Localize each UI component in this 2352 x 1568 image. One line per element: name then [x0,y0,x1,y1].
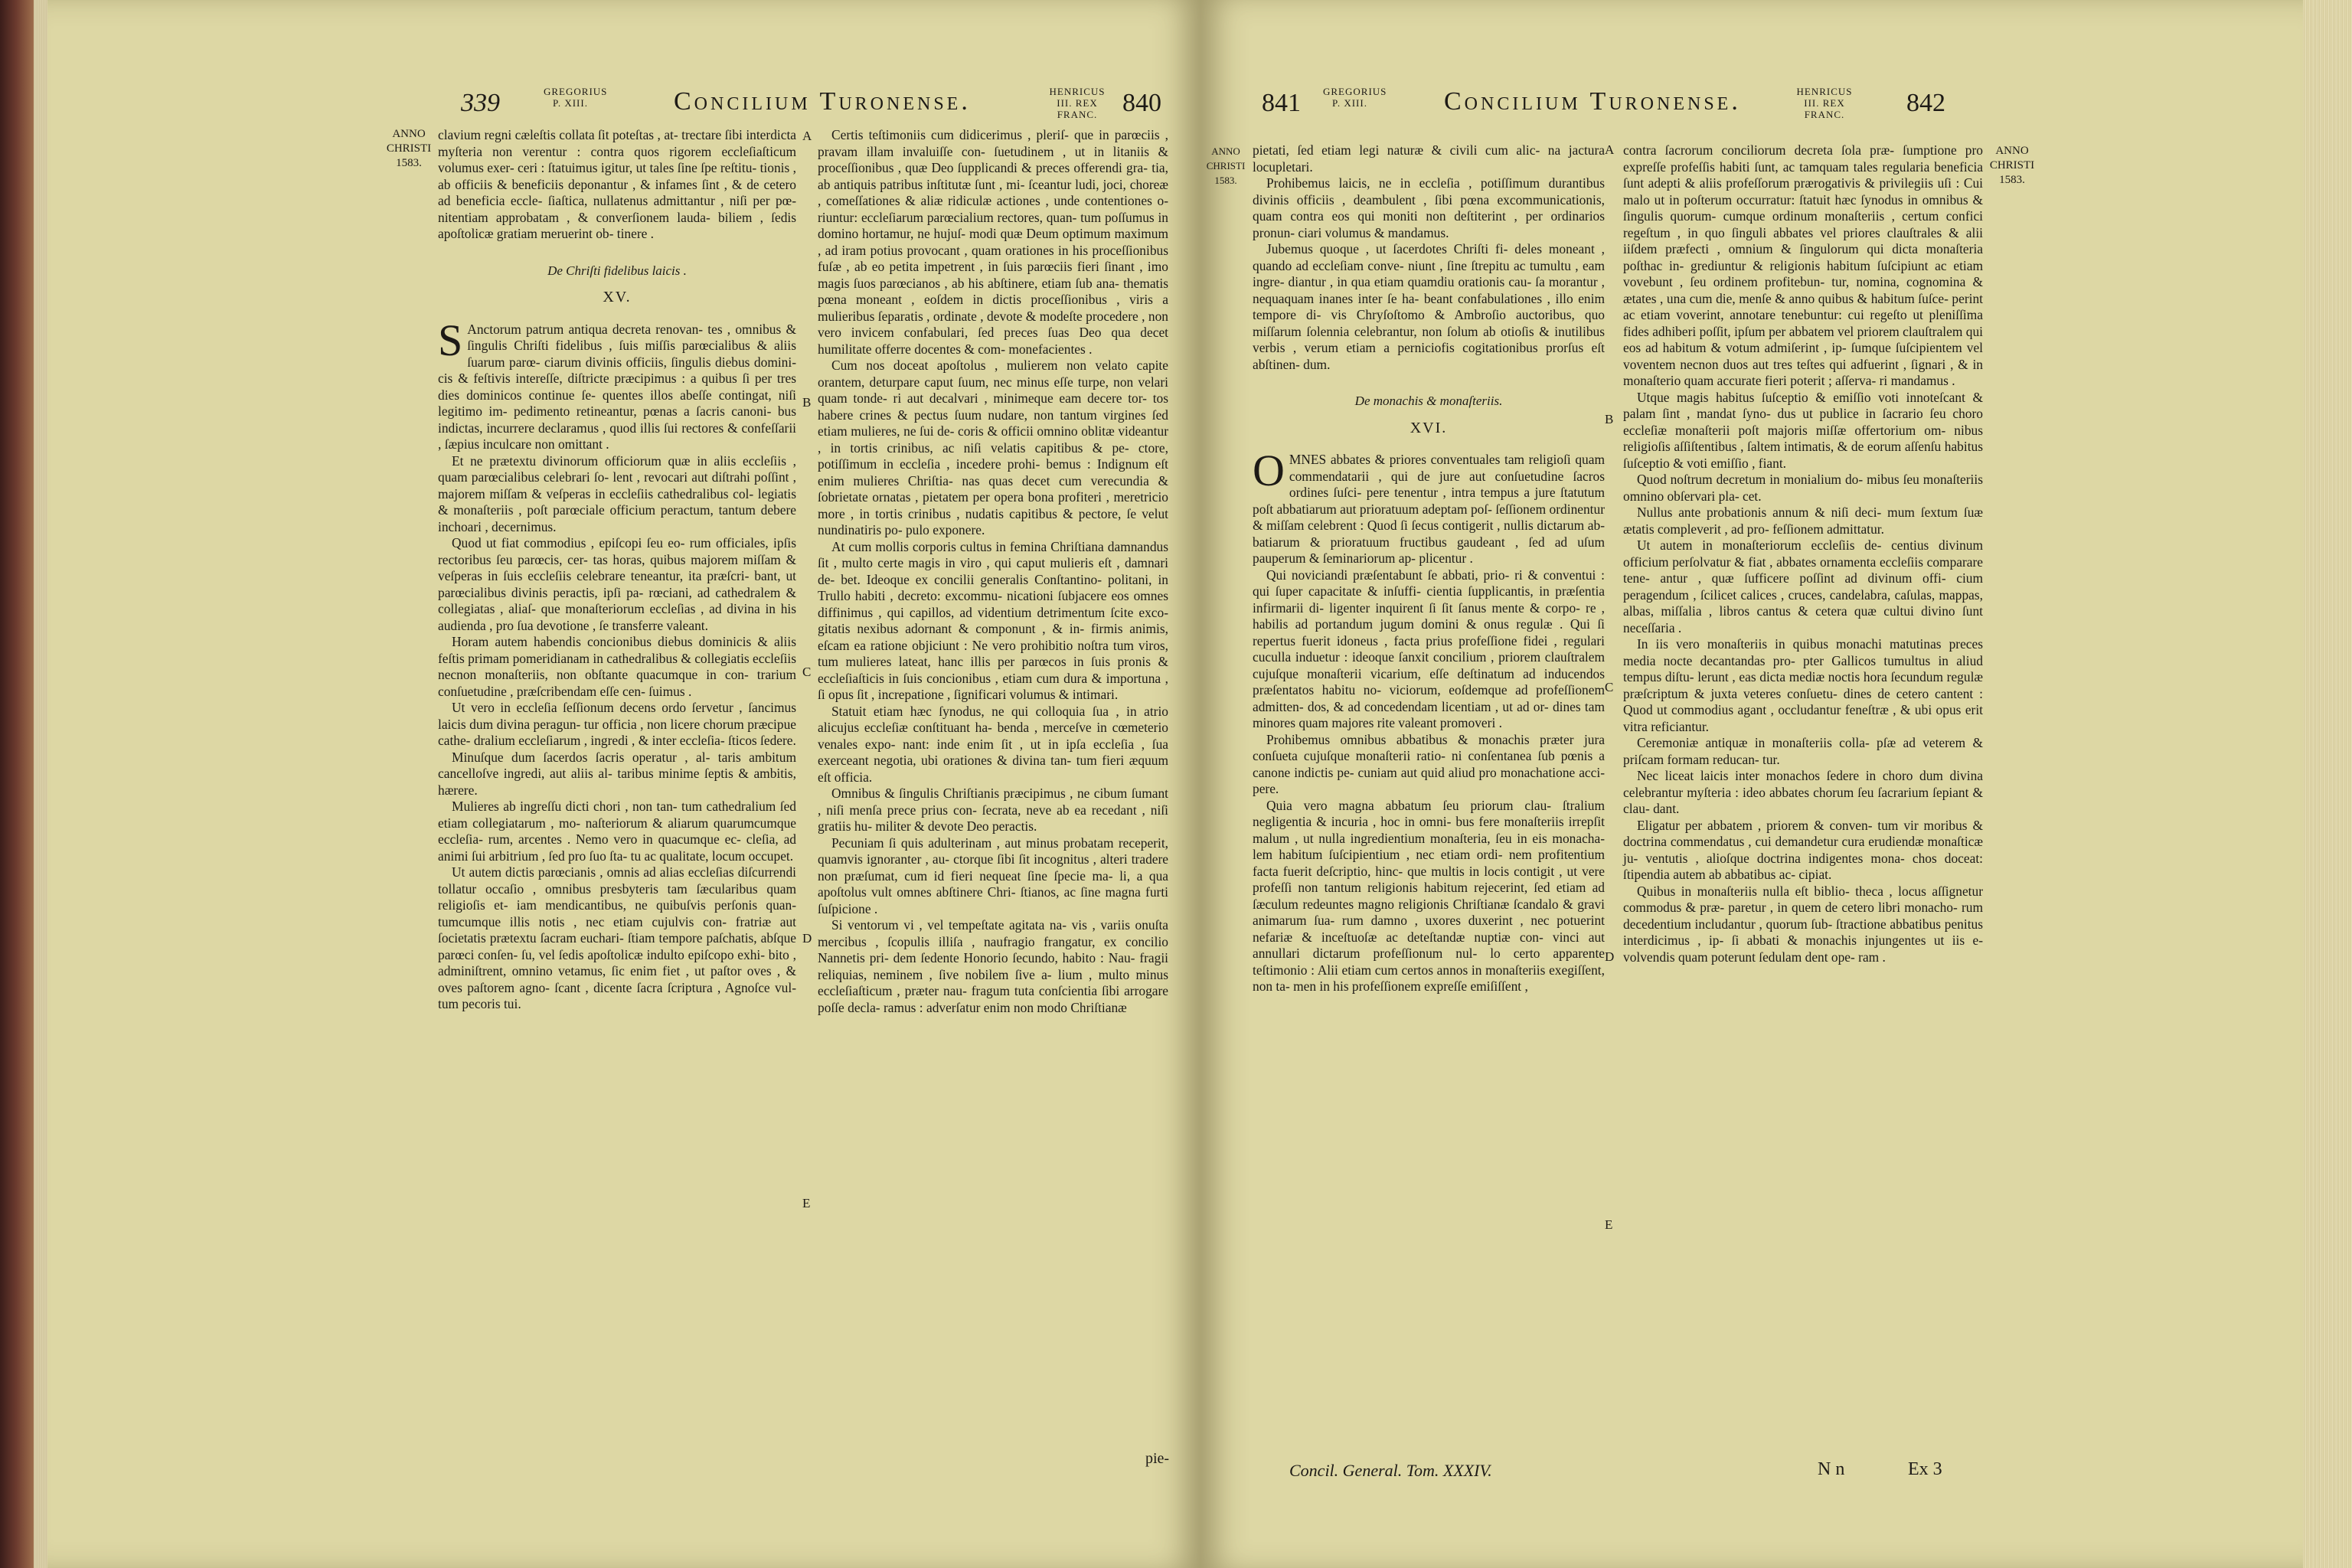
paragraph: Ut vero in eccleſia ſeſſionum decens ordo ſervetur , ſancimus laicis dum divina peragun- tur officia , non licere chorum præcipue cathe- dralium eccleſiarum , ingredi , & inter eccleſia- ſticos ſedere. [438,700,796,748]
page-number-840: 840 [1122,89,1161,117]
section-title-xv: De Chriſti fidelibus laicis . [547,263,687,278]
drop-cap-o: O [1253,446,1285,495]
margin-year-note-right: ANNO CHRISTI 1583. [1989,145,2035,186]
paragraph: Certis teſtimoniis cum didicerimus , pleriſ- que in parœciis , pravam illam invaluiſſe con- ſuetudinem , ut in litaniis & proceſſionibus , quæ Deo ſupplicandi & preces offerendi gra- tia, ab antiquis patribus inſtitutæ ſunt , mi- ſceantur ludi, joci, choreæ , comeſſationes & aliæ ridiculæ actiones , unde contentiones o- riuntur: eccleſiarum parœcialium rectores, quan- tum poſſumus in domino hortamur, ne hujuſ- modi quæ Deum optimum maximum , ad iram potius provocant , quam orationes in his proceſſionibus fuſæ , ab eo petita impetrent , in ſuis parœciis fieri ſinant , imo magis ſuos parœcianos , ab his abſtinere, etiam ſub ana- thematis pœna moneant , eoſdem in dictis proceſſionibus , viris a mulieribus ſeparatis , ordinate , devote & modeſte procedere , non vero invicem confabulari, ſed preces ſuas Deo qua decet humilitate offerre docentes & com- monefacientes . [818,127,1168,357]
margin-year-note-left: ANNO CHRISTI 1583. [1206,145,1246,186]
paragraph-text: MNES abbates & priores conventuales tam religioſi quam commendatarii , qui de jure aut conſuetudine ſacros ordines ſuſci- pere tenentur , intra tempus a jure ſtatutum poſt abbatiarum aut prioratuum adeptam poſ- ſeſſionem ordinentur & miſſam celebrent : Quod ſi ſecus contigerit , nullis dictarum ab- batiarum & prioratuum fructibus gaudeant , ſed ad uſum pauperum & ſeminariorum ap- plicentur . [1253,452,1605,566]
paragraph: Prohibemus laicis, ne in eccleſia , potiſſimum durantibus divinis officiis , deambulent , ſibi pœna excommunicationis, quam contra eos qui moniti non deſtiterint , per ordinarios pronun- ciari volumus & mandamus. [1253,175,1605,240]
right-page-header [1200,83,2303,129]
catchword: Ex 3 [1908,1459,1942,1479]
paragraph: Quod ut fiat commodius , epiſcopi ſeu eo- rum officiales, ipſis rectoribus ſeu parœcis, cer- tas horas, quibus majorem miſſam & veſperas in ſuis eccleſiis celebrare teneantur, ita præſcri- bant, ut parœcialibus divinis peractis, ipſi pa- rœciani, ad cathedralem & collegiatas , aliaſ- que monaſteriorum eccleſias , ad divina in his audienda , pro ſua devotione , ſe transferre valeant. [438,535,796,633]
paragraph: Et ne prætextu divinorum officiorum quæ in aliis eccleſiis , quam parœcialibus celebrari ſo- lent , revocari aut diſtrahi poſſint , majorem miſſam & veſperas in eccleſiis cathedralibus col- legiatis & monaſteriis , poſt parœciale officium peractum, tantum debere inchoari , decernimus. [438,452,796,534]
header-henricus: HENRICUS III. REX FRANC. [1049,86,1106,120]
paragraph [1253,446,1605,567]
page-number-842: 842 [1906,89,1945,117]
paragraph: Si ventorum vi , vel tempeſtate agitata na- vis , variis onuſta mercibus , ſcopulis illiſa , naufragio frangatur, ex concilio Nannetis pri- dem ſedente Honorio ſecundo, habito : Nau- fragii reliquias, neminem , ſive nobilem ſive a- lium , multo minus eccleſiaſticum , præter nau- fragum tuta conſcientia ſibi arrogare poſſe decla- ramus : adverſatur enim non modo Chriſtianæ [818,917,1168,1015]
running-title: Concilium Turonense. [1444,87,1741,116]
signature-mark: N n [1818,1459,1845,1479]
right-page-column-1 [1253,142,1605,995]
paragraph: Quia vero magna abbatum ſeu priorum clau- ſtralium negligentia & incuria , hoc in omni- bus fere monaſteriis irrepſit malum , ut nulla ingredientium monaſteria, ſeu in eis monacha- lem habitum ſuſcipientium , nec etiam ordi- nem profitentium facta fuerit deſcriptio, hinc- que multis in locis contigit , ut vere profeſſi non tantum religionis habitum rejecerint, ſed etiam ad ſæculum redeuntes magno religionis Chriſtianæ ſcandalo & gravi animarum ſua- rum damno , uxores duxerint , nec potuerint nefariæ & inceſtuoſæ ac deteſtandæ nuptiæ con- vinci aut annullari dictarum profeſſionum nul- lo certo apparente teſtimonio : Alii etiam cum certos annos in monaſteriis exegiſſent, non ta- men in his profeſſionem expreſſe emiſiſſent , [1253,797,1605,994]
margin-letter-b: B [1605,412,1614,426]
right-page-column-2 [1623,142,1983,965]
header-henricus: HENRICUS III. REX FRANC. [1796,86,1853,120]
section-title-xvi: De monachis & monaſteriis. [1354,394,1503,408]
margin-letter-e: E [802,1196,811,1210]
paragraph: Qui noviciandi præſentabunt ſe abbati, prio- ri & conventui : qui ſuper capacitate & inſuffi- cientia ſupplicantis, in præſentia infirmarii di- ligenter inquirent ſi ſit ſanus mente & corpo- re , habilis ad portandum jugum domini & onus regulæ . Qui ſi repertus fuerit idoneus , facta prius profeſſione fidei , regulari cuculla induetur : ideoque ſanxit concilium , priorem clauſtralem cujuſque monaſterii vicarium, eſſe deſtinatum ad inducendos præſentatos habitu no- viciorum, eoſdemque ad profeſſionem admitten- dos, & ad concedendam licentiam , ut ad or- dines tam minores quam majores rite valeant promoveri . [1253,567,1605,730]
paragraph: Prohibemus omnibus abbatibus & monachis præter jura conſueta cujuſque monaſterii ratio- ni conſentanea ſub pœnis a canone indictis pe- cuniam aut quid aliud pro monachatione acci- pere. [1253,731,1605,796]
paragraph: pietati, ſed etiam legi naturæ & civili cum alic- na jactura locupletari. [1253,142,1605,175]
footer-volume-title: Concil. General. Tom. XXXIV. [1289,1461,1492,1480]
paragraph [438,315,796,453]
margin-letter-d: D [802,931,812,946]
paragraph: Nec liceat laicis inter monachos ſedere in choro dum divina celebrantur myſteria : ideo abbates chorum ſeu ſacrarium ſepiant & clau- dant. [1623,768,1983,816]
paragraph: Ut autem dictis parœcianis , omnis ad alias eccleſias diſcurrendi tollatur occaſio , omnibus presbyteris tam ſæcularibus quam religioſis et- iam mendicantibus, ne quibuſvis perſonis quan- tumcumque illis notis , nec etiam cujulvis con- fratriæ aut ſocietatis prætextu ſacram euchari- ſtiam tempore paſchatis, abſque parœci conſen- ſu, vel ſedis apoſtolicæ indulto epiſcopo exhi- bito , adminiſtrent, omnino vetamus, ſic enim fiet , ut paſtor oves , & oves paſtorem agno- ſcant , dicente ſacra ſcriptura , Agnoſce vul- tum pecoris tui. [438,864,796,1011]
paragraph: clavium regni cæleſtis collata ſit poteſtas , at- trectare ſibi interdicta myſteria non verentur : contra quos rigorem eccleſiaſticum volumus exer- ceri : ſtatuimus igitur, ut tales ſine ſpe reſtitu- tionis , ab officiis & beneficiis deponantur , & infames ſint , & de cetero ad beneficia eccle- ſiaſtica, nullatenus admittantur , niſi per pœ- nitentiam approbatam , & converſionem lauda- biliem , ſedis apoſtolicæ gratiam meruerint ob- tinere . [438,127,796,241]
paragraph-text: Anctorum patrum antiqua decreta renovan- tes , omnibus & ſingulis Chriſti fidelibus , ſuis miſſis parœcialibus & aliis ſuarum parœ- ciarum divinis officiis, ſingulis diebus domini- cis & feſtivis intereſſe, diſtricte præcipimus : a quibus ſi per tres dies dominicos continue ſe- quentes illos abeſſe contingat, niſi legitimo im- pedimento retineantur, pœnas a ſacris canoni- bus indictas, incurrere declaramus , quod illis ſui rectores & confeſſarii , ſæpius inculcare non omittant . [438,321,796,452]
left-page-column-2 [818,127,1168,1016]
page-stack-right [2303,0,2352,1568]
page-number-339: 339 [461,89,500,117]
left-page-header [47,83,1200,129]
left-page-column-1 [438,127,796,1013]
page-number-841: 841 [1262,89,1301,117]
right-page [1200,0,2303,1568]
paragraph: Horam autem habendis concionibus diebus dominicis & aliis feſtis primam pomeridianam in cathedralibus & collegiatis eccleſiis necnon monaſteriis, non obſtante quacumque in con- trarium conſuetudine , præſcribendam eſſe cen- ſuimus . [438,634,796,699]
paragraph: Minuſque dum ſacerdos ſacris operatur , al- taris ambitum cancelloſve ingredi, aut aliis al- taribus minime ſeptis & ambitis, hærere. [438,749,796,798]
paragraph: Statuit etiam hæc ſynodus, ne qui colloquia ſua , in atrio alicujus eccleſiæ conſtituant ha- benda , merceſve in cœmeterio venales expo- nant: inde enim ſit , ut in ipſa eccleſia , ſua exerceant negotia, ubi orationes & divina tan- tum fieri æquum eſt officia. [818,703,1168,785]
margin-letter-a: A [802,129,812,143]
margin-letter-c: C [802,665,812,679]
section-number-xv: XV. [603,289,632,305]
paragraph: Eligatur per abbatem , priorem & conven- tum vir moribus & doctrina commendatus , cui demandetur cura erudiendæ monaſticæ ju- ventutis , alioſque doctrina indigentes mona- chos doceat: ſtipendia autem ab abbatibus ac- cipiat. [1623,817,1983,882]
paragraph: Ceremoniæ antiquæ in monaſteriis colla- pſæ ad veterem & priſcam formam reducan- tur. [1623,735,1983,767]
left-page [47,0,1200,1568]
margin-letter-d: D [1605,949,1615,964]
paragraph: Omnibus & ſingulis Chriſtianis præcipimus , ne cibum ſumant , niſi menſa prece prius con- ſecrata, neve ab ea recedant , niſi gratiis hu- militer & devote Deo peractis. [818,786,1168,834]
paragraph: Utque magis habitus ſuſceptio & emiſſio voti innoteſcant & palam ſint , mandat ſyno- dus ut publice in ſacrario ſeu choro eccleſiæ monaſterii poſt majoris miſſæ offertorium om- nibus religioſis aſſiſtentibus , ſaltem intimatis, & de eorum aſſenſu habitus ſuſceptio & voti emiſſio , fiant. [1623,389,1983,471]
paragraph: Nullus ante probationis annum & niſi deci- mum ſextum ſuæ ætatis compleverit , ad pro- feſſionem admittatur. [1623,505,1983,537]
running-title: Concilium Turonense. [674,87,971,116]
paragraph: Quibus in monaſteriis nulla eſt biblio- theca , locus aſſignetur commodus & præ- paretur , in quem de cetero libri monacho- rum decedentium includantur , quorum ſub- ſtractione abbatibus penitus interdicimus , ip- ſi abbati & monachis injungentes ut iis e- volvendis quam poterunt ſedulam dent ope- ram . [1623,883,1983,965]
margin-letter-a: A [1605,142,1615,157]
margin-letter-e: E [1605,1217,1613,1232]
header-gregorius: GREGORIUS P. XIII. [544,86,608,109]
margin-year-note: ANNO CHRISTI 1583. [386,128,432,169]
paragraph: Cum nos doceat apoſtolus , mulierem non velato capite orantem, deturpare caput ſuum, nec minus eſſe turpe, non velari quam tonde- ri aut decalvari , minimeque eam decere tor- tos habere crines & pectus ſuum nudare, non tantum virgines ſed etiam mulieres, ne ſui de- coris & officii omnino oblitæ videantur , in tortis crinibus, ac niſi velatis capitibus & pe- ctore, potiſſimum in eccleſia , incedere prohi- bemus : Indignum eſt enim mulieres Chriſtia- nas quas decet cum verecundia & ſobrietate ornatas , pietatem per opera bona profiteri , meretricio more , in tortis crinibus , nudatis capitibus & pectore, ſe velut nundinatiris po- pulo exponere. [818,358,1168,537]
drop-cap-s: S [438,315,463,365]
paragraph: Pecuniam ſi quis adulterinam , aut minus probatam receperit, quamvis ignoranter , au- ctorque ſibi ſit incognitus , alteri tradere non præſumat, cum id fieri nequeat ſine ſpecie ma- li, a qua apoſtolus vult omnes abſtinere Chri- ſtianos, ac ſine magna furti ſuſpicione . [818,835,1168,916]
paragraph: Mulieres ab ingreſſu dicti chori , non tan- tum cathedralium ſed etiam collegiatarum , mo- naſteriorum & aliarum quarumcumque eccleſia- rum, arcentes . Nemo vero in quacumque ec- cleſia, ad animi ſui arbitrium , ſed pro ſuo ſta- tu ac qualitate, locum occupet. [438,799,796,864]
margin-letter-b: B [802,395,812,410]
paragraph: At cum mollis corporis cultus in femina Chriſtiana damnandus ſit , multo certe magis in viro , qui caput mulieris eſt , damnari de- bet. Ideoque ex concilii generalis Conſtantino- politani, in Trullo habiti , decreto: excommu- nicationi ſubjacere eos omnes diffinimus , qui capillos, ad videntium detrimentum ſcite exco- gitatis nexibus adornant & componunt , & in- firmis animis, eſcam ea ratione objiciunt : Ne vero prohibitio noſtra tum viros, tum mulieres lateat, hanc illis per parœcos in ſuis pronis & eccleſiaſticis in ſuis concionibus , etiam cum dura & importuna , ſi opus ſit , increpatione , ſignificari volumus & intimari. [818,538,1168,702]
paragraph: Ut autem in monaſteriorum eccleſiis de- centius divinum officium perſolvatur & fiat , abbates ornamenta eccleſiis comparare tene- antur , quæ ſufficere poſſint ad divinum offi- cium peragendum , ſcilicet calices , cruces, candelabra, caſulas, mappas, albas, miſſalia , libros cantus & cetera quæ cultui divino ſunt neceſſaria . [1623,537,1983,635]
catchword: pie- [1145,1450,1170,1467]
paragraph: In iis vero monaſteriis in quibus monachi matutinas preces media nocte decantandas pro- pter Gallicos tumultus in aliud tempus diſtu- lerunt , eas dicta mediæ noctis hora ſecundum regulæ præſcriptum & juxta veteres conſuetu- dines de cetero cantent : Quod ut commodius agant , occludantur feneſtræ , & ubi opus erit vitra reficiantur. [1623,636,1983,734]
paragraph: contra ſacrorum conciliorum decreta ſola præ- ſumptione pro expreſſe profeſſis habiti ſunt, ac tamquam tales regularia beneficia ſunt adepti & aliis profeſſorum prærogativis & privilegiis uſi : Cui malo ut in poſterum occurratur: ſtatuit hæc ſynodus in omnibus & ſingulis quorum- cumque ordinum monaſteriis , certum confici regeſtum , in quo ſinguli abbates vel priores clauſtrales & alii iiſdem præfecti , omnium & ſingulorum qui dicta monaſteria poſthac in- grediuntur & religionis habitum ſuſcipiunt ac etiam vovebunt , ſeu ordinem profitebun- tur, nomina, cognomina & ætates , una cum die, menſe & anno quibus & habitum ſuſce- perint ac etiam voverint, annotare tenebuntur: cui regeſto ut pleniſſima fides adhiberi poſſit, ipſum per abbatem vel priorem clauſtralem qui eos ad habitum & votum admiſerint , ip- ſumque ſuſcipientem vel voventem necnon duos aut tres teſtes qui adfuerint , ſignari , & in monaſterio quam accurate fieri poterit ; aſſerva- ri mandamus . [1623,142,1983,388]
margin-letter-c: C [1605,680,1614,694]
section-number-xvi: XVI. [1410,419,1448,436]
header-gregorius: GREGORIUS P. XIII. [1323,86,1387,109]
paragraph: Jubemus quoque , ut ſacerdotes Chriſti fi- deles moneant , quando ad eccleſiam conve- niunt , ſine ſtrepitu ac tumultu , eam ingre- diantur , in qua etiam quamdiu orationis cau- ſa morantur , nequaquam inanes inter ſe ha- beant confabulationes , illo enim tempore di- vis Chryſoſtomo & Ambroſio auctoribus, quo miſſarum ſolennia celebrantur, non ſolum ab otioſis & inutilibus verbis , verum etiam a perniciofis cogitationibus prorſus eſt abſtinen- dum. [1253,241,1605,372]
paragraph: Quod noſtrum decretum in monialium do- mibus ſeu monaſteriis omnino obſervari pla- cet. [1623,472,1983,504]
